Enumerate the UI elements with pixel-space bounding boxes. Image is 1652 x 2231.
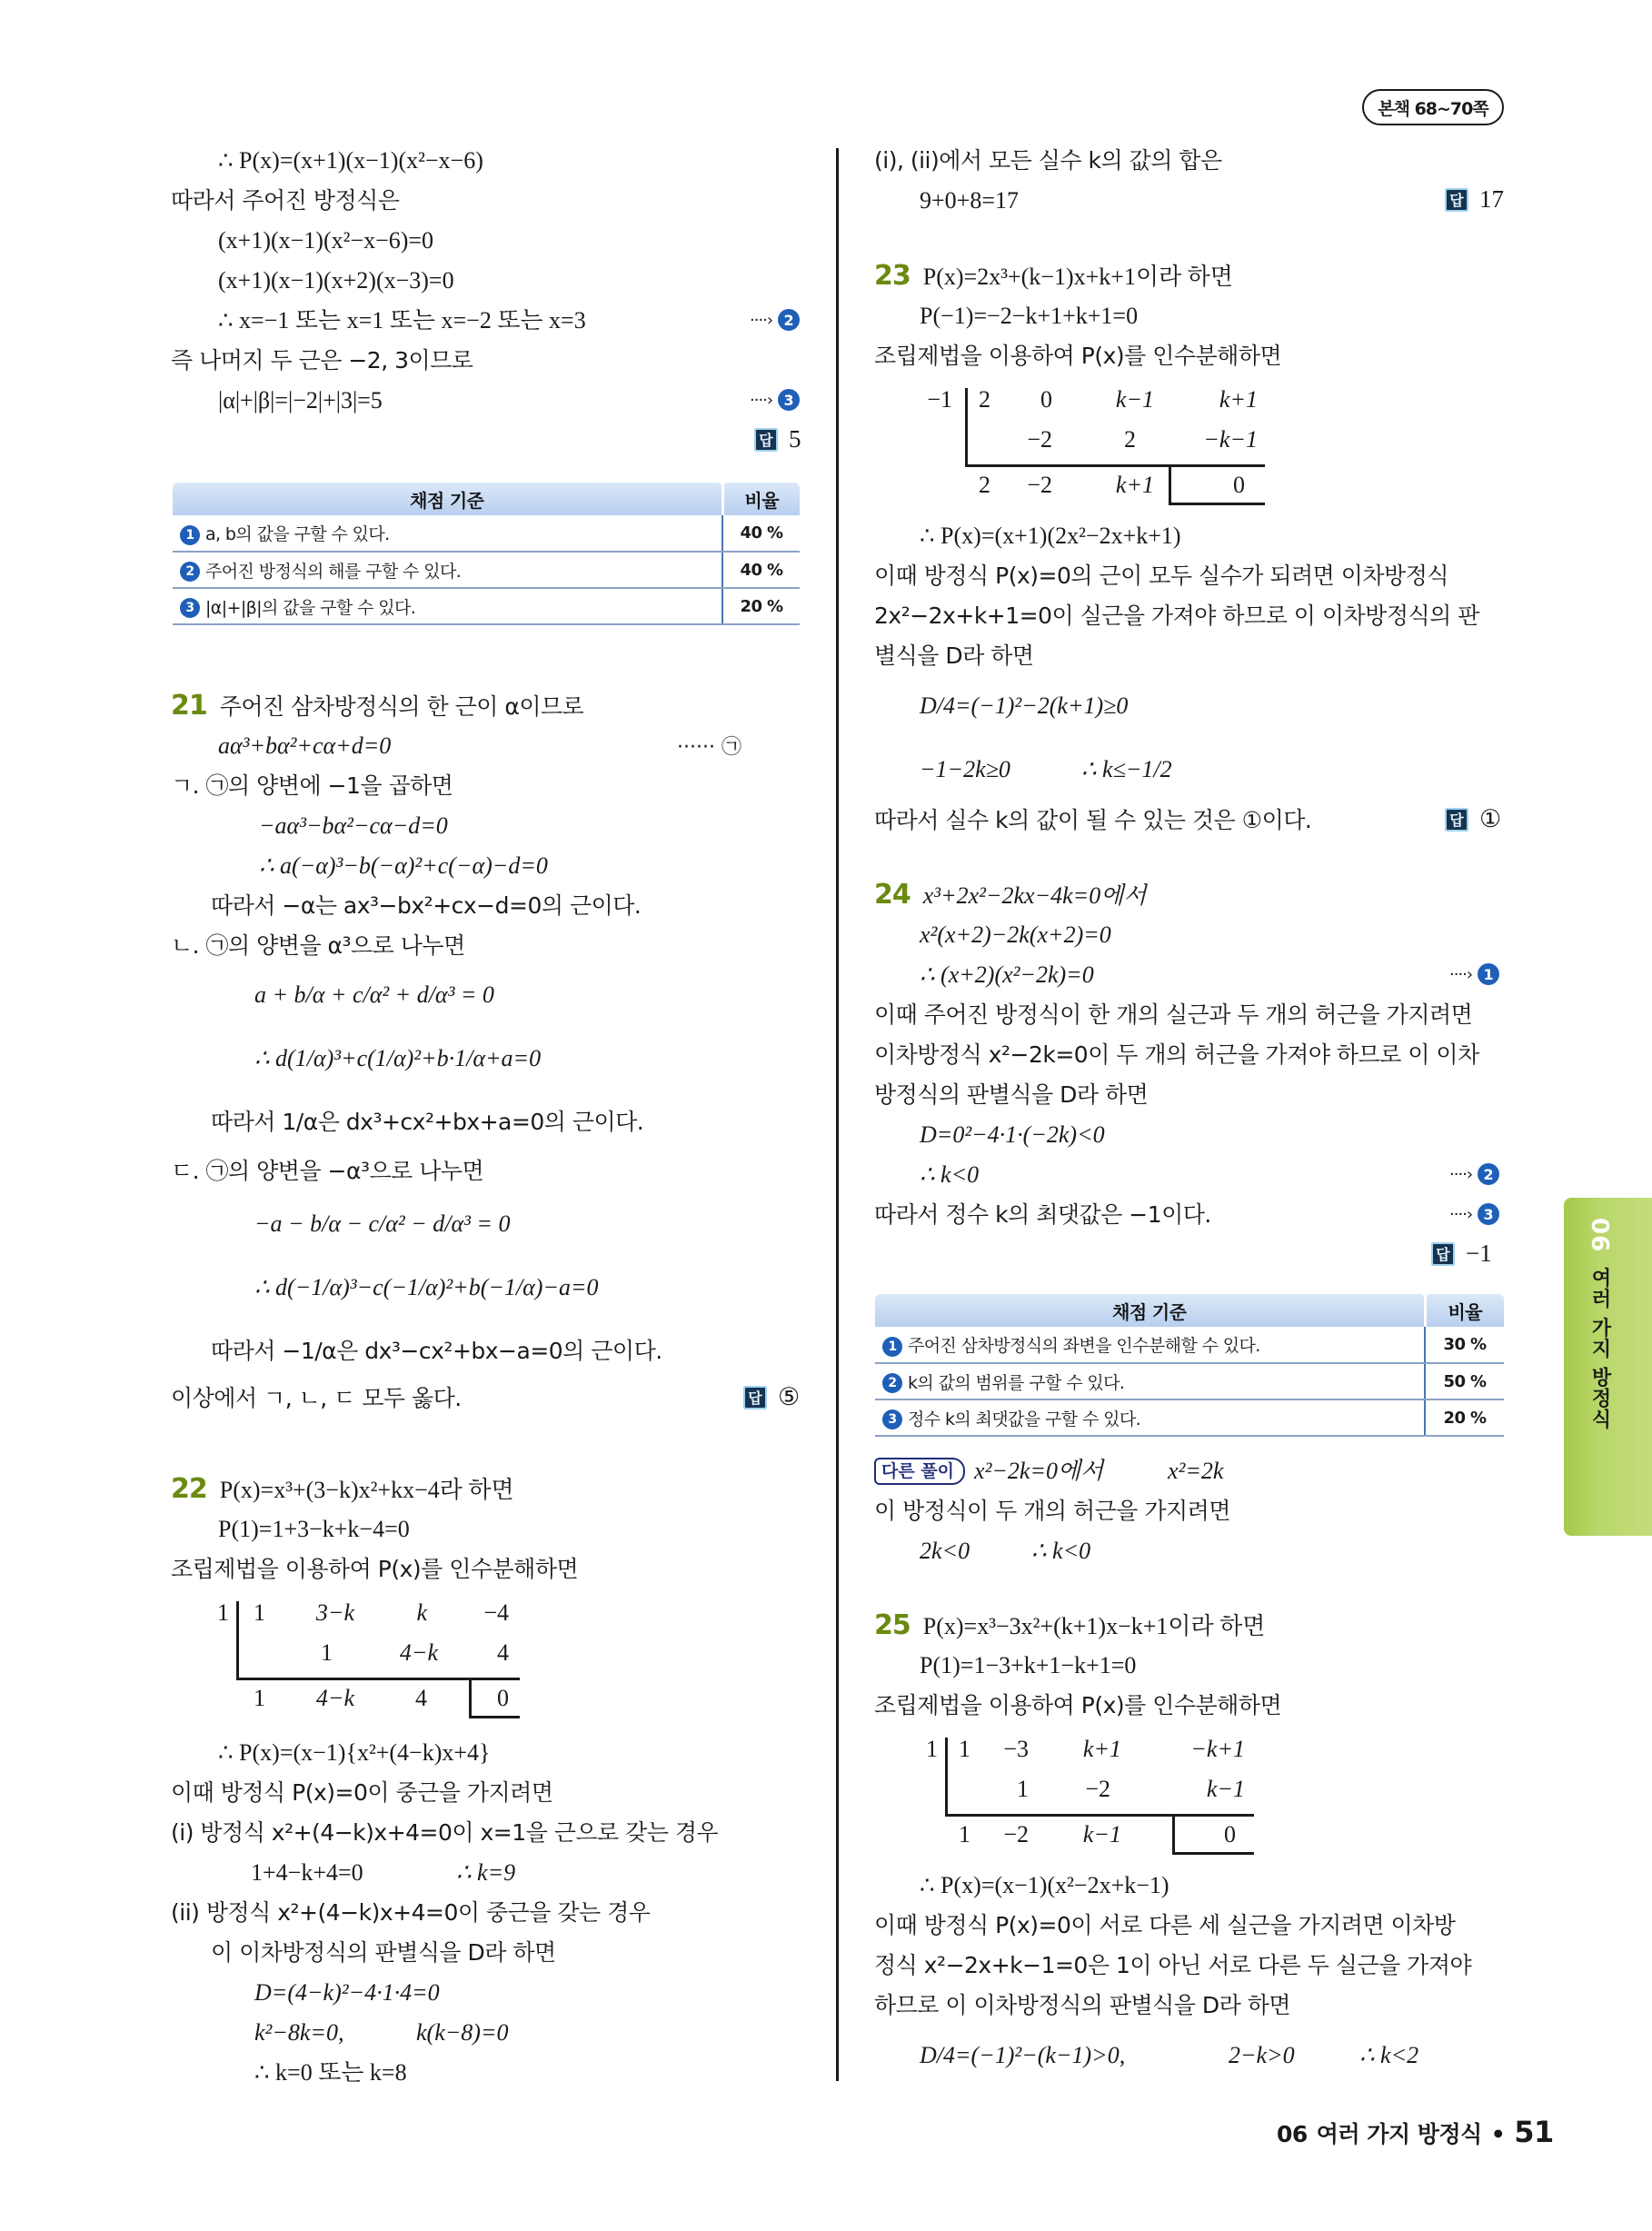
equation-line: D=(4−k)²−4·1·4=0 [254,1979,440,2006]
table-row [173,515,800,552]
division-vertical-bar [236,1601,239,1678]
text-line: 따라서 1/α은 dx³+cx²+bx+a=0의 근이다. [211,1109,644,1135]
text-line: 즉 나머지 두 근은 −2, 3이므로 [171,347,473,373]
text-line: 이 이차방정식의 판별식을 D라 하면 [211,1939,556,1966]
text-line: 따라서 정수 k의 최댓값은 −1이다. [874,1201,1211,1228]
remainder-box-bottom [469,1716,520,1718]
answer-label-icon: 답 [743,1386,767,1409]
answer-label-icon: 답 [1431,1242,1455,1266]
footer-chapter-number: 06 [1277,2121,1308,2147]
problem-number: 21 [171,690,207,722]
text-line: 주어진 삼차방정식의 한 근이 α이므로 [219,693,584,720]
answer-value: −1 [1466,1240,1492,1267]
text-line: 방정식의 판별식을 D라 하면 [874,1081,1149,1108]
coef: 4 [415,1685,427,1711]
ratio-value: 40 % [722,515,800,552]
coef: k+1 [1082,1736,1121,1762]
answer [1445,185,1504,214]
text-line: ㄱ. ㉠의 양변에 −1을 곱하면 [171,772,453,799]
equation-line: x²−2k=0에서 [974,1458,1104,1484]
circled-number-icon: 2 [180,562,200,582]
division-horizontal-bar [965,464,1265,467]
ratio-value: 40 % [722,552,800,588]
equation-line: ∴ P(x)=(x−1){x²+(4−k)x+4} [218,1739,491,1766]
coef: −k−1 [1203,426,1258,453]
criteria-text: k의 값의 범위를 구할 수 있다. [908,1372,1125,1393]
equation-line: ∴ (x+2)(x²−2k)=0 [920,961,1094,988]
coef: k−1 [1115,386,1154,413]
problem-23-heading [874,261,1233,293]
equation-line: ∴ k=0 또는 k=8 [254,2059,407,2086]
coef: −2 [1003,1821,1029,1848]
equation-line: x²(x+2)−2k(x+2)=0 [920,921,1111,948]
equation-line: P(1)=1−3+k+1−k+1=0 [920,1652,1137,1678]
answer-value: ⑤ [778,1383,801,1410]
equation-line: ∴ P(x)=(x−1)(x²−2x+k−1) [920,1872,1169,1898]
text-line: (ii) 방정식 x²+(4−k)x+4=0이 중근을 갖는 경우 [171,1899,651,1926]
coef: 3−k [315,1599,354,1626]
text-line: 이 방정식이 두 개의 허근을 가지려면 [874,1498,1230,1524]
coef: 1 [254,1599,265,1626]
coef: −k+1 [1190,1736,1245,1762]
equation-line: ∴ k<0 [920,1161,980,1188]
equation-line: ∴ k<0 [1031,1538,1091,1564]
text-line: 따라서 실수 k의 값이 될 수 있는 것은 ①이다. [874,807,1312,833]
problem-21-heading [171,691,583,722]
equation-line: D/4=(−1)²−2(k+1)≥0 [920,692,1129,719]
coef: k [416,1599,427,1626]
coef: 0 [1040,386,1052,413]
criteria-text: 주어진 삼차방정식의 좌변을 인수분해할 수 있다. [908,1336,1260,1356]
coef: 4−k [315,1685,354,1711]
equation-line: P(1)=1+3−k+k−4=0 [218,1516,410,1542]
equation-line: 2−k>0 [1229,2042,1295,2068]
equation-line: (x+1)(x−1)(x²−x−6)=0 [218,227,434,254]
table-row [173,552,800,588]
text-line: (i), (ii)에서 모든 실수 k의 값의 합은 [874,147,1222,174]
remainder: 0 [1224,1821,1236,1848]
text-line: 이상에서 ㄱ, ㄴ, ㄷ 모두 옳다. [171,1385,462,1411]
equation-line: k²−8k=0, [254,2019,344,2046]
coef: k+1 [1115,472,1154,498]
synthetic-division [209,1599,536,1727]
remainder-box-left [469,1678,472,1718]
chapter-side-tab [1564,1198,1652,1536]
equation-line: −a − b/α − c/α² − d/α³ = 0 [254,1210,511,1237]
equation-line: ∴ k<2 [1359,2042,1419,2068]
footer-chapter-title: 여러 가지 방정식 [1316,2121,1482,2147]
answer-value: ① [1479,805,1502,832]
text-line: 이차방정식 x²−2k=0이 두 개의 허근을 가져야 하므로 이 이차 [874,1041,1479,1068]
coef: 1 [959,1821,970,1848]
step-marker [750,389,800,411]
text-line: 하므로 이 이차방정식의 판별식을 D라 하면 [874,1992,1291,2018]
circled-number-icon: 2 [778,309,800,331]
equation-line: x²=2k [1168,1458,1224,1484]
circled-number-icon: 1 [1478,963,1499,985]
equation-line: P(x)=x³+(3−k)x²+kx−4라 하면 [219,1477,514,1503]
coef: k−1 [1082,1821,1121,1848]
circled-number-icon: 1 [882,1337,902,1357]
equation-line: ∴ k=9 [456,1859,516,1886]
text-line: 따라서 −α는 ax³−bx²+cx−d=0의 근이다. [211,892,642,919]
coef: k+1 [1219,386,1258,413]
text-line: 2x²−2x+k+1=0이 실근을 가져야 하므로 이 이차방정식의 판 [874,603,1479,629]
text-line: 이때 방정식 P(x)=0이 서로 다른 세 실근을 가지려면 이차방 [874,1912,1456,1938]
ratio-value: 30 % [1425,1327,1504,1363]
equation-line: |α|+|β|=|−2|+|3|=5 [218,387,383,413]
coef: 1 [321,1639,333,1666]
page-footer [1277,2115,1554,2149]
division-vertical-bar [965,388,968,464]
criteria-text: a, b의 값을 구할 수 있다. [205,524,390,544]
coef: −2 [1027,426,1052,453]
remainder: 0 [497,1685,509,1711]
column-divider [836,148,839,2081]
text-line: ㄴ. ㉠의 양변을 α³으로 나누면 [171,932,465,959]
answer [1445,805,1501,833]
answer-label-icon: 답 [1445,188,1468,212]
answer-value: 5 [789,425,801,453]
answer [743,1383,800,1411]
answer [754,425,801,453]
step-marker [1449,1163,1499,1185]
problem-number: 22 [171,1473,207,1505]
equation-line: ∴ P(x)=(x+1)(x−1)(x²−x−6) [218,147,483,174]
remainder-box-bottom [1169,503,1265,505]
text-line: 별식을 D라 하면 [874,642,1034,669]
coef: −3 [1003,1736,1029,1762]
equation-line: P(x)=x³−3x²+(k+1)x−k+1이라 하면 [922,1613,1266,1639]
coef: 2 [1124,426,1136,453]
division-horizontal-bar [236,1678,520,1680]
step-marker [1449,1203,1499,1225]
chapter-tab-label [1586,1218,1614,1429]
coef: 2 [979,472,990,498]
equation-tag: ······ ㉠ [677,736,741,759]
step-arrow-icon: ····› [750,310,773,330]
equation-line: ∴ a(−α)³−b(−α)²+c(−α)−d=0 [259,852,548,879]
problem-24-heading [874,880,1146,911]
chapter-number: 06 [1586,1218,1613,1253]
text-line: 정식 x²−2x+k−1=0은 1이 아닌 서로 다른 두 실근을 가져야 [874,1952,1472,1978]
equation-line: 9+0+8=17 [920,187,1019,214]
remainder-box-left [1169,464,1171,504]
circled-number-icon: 3 [778,389,800,411]
text-line: 따라서 주어진 방정식은 [171,187,400,214]
criteria-header: 채점 기준 [875,1294,1425,1327]
page-reference-badge: 본책 68~70쪽 [1362,89,1504,125]
equation-line: k(k−8)=0 [416,2019,509,2046]
criteria-header: 채점 기준 [173,483,722,515]
table-row [173,588,800,624]
text-line: 이때 방정식 P(x)=0의 근이 모두 실수가 되려면 이차방정식 [874,563,1449,589]
problem-22-heading [171,1474,514,1506]
ratio-header: 비율 [722,483,800,515]
text-line: ㄷ. ㉠의 양변을 −α³으로 나누면 [171,1158,484,1184]
ratio-value: 50 % [1425,1363,1504,1399]
ratio-header: 비율 [1425,1294,1504,1327]
equation-line: (x+1)(x−1)(x+2)(x−3)=0 [218,267,454,294]
equation-line: −aα³−bα²−cα−d=0 [259,812,448,839]
divisor: −1 [927,386,952,413]
equation-line: ∴ k≤−1/2 [1081,756,1172,782]
coef: 1 [254,1685,265,1711]
coef: −4 [483,1599,509,1626]
equation-line: D=0²−4·1·(−2k)<0 [920,1121,1105,1148]
coef: k−1 [1206,1776,1245,1802]
equation-line: a + b/α + c/α² + d/α³ = 0 [254,981,494,1008]
ratio-value: 20 % [1425,1399,1504,1436]
scoring-table [875,1294,1504,1437]
remainder-box-bottom [1172,1852,1254,1855]
equation-line: 2k<0 [920,1538,970,1564]
criteria-text: |α|+|β|의 값을 구할 수 있다. [205,597,416,618]
alt-solution-label: 다른 풀이 [874,1458,965,1485]
text-line: 조립제법을 이용하여 P(x)를 인수분해하면 [171,1556,579,1582]
equation-line: aα³+bα²+cα+d=0 [218,732,392,759]
problem-number: 23 [874,260,911,292]
answer-label-icon: 답 [754,428,778,452]
text-line: 이때 방정식 P(x)=0이 중근을 가지려면 [171,1779,553,1806]
coef: 1 [959,1736,970,1762]
circled-number-icon: 3 [180,598,200,618]
equation-line: 1+4−k+4=0 [251,1859,363,1886]
footer-separator: • [1490,2121,1506,2147]
step-arrow-icon: ····› [1449,1164,1473,1184]
equation-line: P(−1)=−2−k+1+k+1=0 [920,303,1139,329]
equation-line: P(x)=2x³+(k−1)x+k+1이라 하면 [922,264,1233,290]
text-line: 이때 주어진 방정식이 한 개의 실근과 두 개의 허근을 가지려면 [874,1001,1473,1028]
circled-number-icon: 3 [1478,1203,1499,1225]
remainder-box-left [1172,1814,1175,1854]
divisor: 1 [926,1736,938,1762]
text-line: (i) 방정식 x²+(4−k)x+4=0이 x=1을 근으로 갖는 경우 [171,1819,719,1846]
page-number: 51 [1514,2115,1554,2149]
coef: −2 [1027,472,1052,498]
alt-solution-line [874,1456,1103,1487]
step-arrow-icon: ····› [1449,964,1473,984]
equation-line: D/4=(−1)²−(k−1)>0, [920,2042,1126,2068]
step-arrow-icon: ····› [1449,1204,1473,1224]
scoring-table [173,483,800,625]
coef: 4 [497,1639,509,1666]
coef: 2 [979,386,990,413]
equation-line: −1−2k≥0 [920,756,1010,782]
table-row [875,1363,1504,1399]
circled-number-icon: 1 [180,525,200,545]
division-vertical-bar [945,1738,948,1814]
equation-line: ∴ d(1/α)³+c(1/α)²+b·1/α+a=0 [254,1045,542,1071]
equation-line: x³+2x²−2kx−4k=0에서 [922,882,1147,909]
circled-number-icon: 3 [882,1409,902,1429]
text-line: 조립제법을 이용하여 P(x)를 인수분해하면 [874,343,1282,369]
step-marker [750,309,800,331]
answer-label-icon: 답 [1445,808,1468,832]
division-horizontal-bar [945,1814,1254,1817]
table-row [875,1399,1504,1436]
synthetic-division [918,1736,1281,1863]
ratio-value: 20 % [722,588,800,624]
step-marker [1449,963,1499,985]
table-row [875,1327,1504,1363]
problem-25-heading [874,1610,1265,1642]
criteria-text: 주어진 방정식의 해를 구할 수 있다. [205,561,462,582]
circled-number-icon: 2 [1478,1163,1499,1185]
remainder: 0 [1233,472,1245,498]
text-line: 따라서 −1/α은 dx³−cx²+bx−a=0의 근이다. [211,1338,662,1364]
chapter-title: 여러 가지 방정식 [1588,1267,1611,1430]
synthetic-division [918,386,1281,513]
step-arrow-icon: ····› [750,390,773,410]
coef: 4−k [399,1639,438,1666]
problem-number: 25 [874,1609,911,1641]
answer [1431,1240,1492,1268]
divisor: 1 [217,1599,229,1626]
equation-line: ∴ x=−1 또는 x=1 또는 x=−2 또는 x=3 [218,307,586,334]
equation-line: ∴ P(x)=(x+1)(2x²−2x+k+1) [920,523,1181,549]
problem-number: 24 [874,879,911,911]
equation-line: ∴ d(−1/α)³−c(−1/α)²+b(−1/α)−a=0 [254,1274,599,1300]
criteria-text: 정수 k의 최댓값을 구할 수 있다. [908,1409,1141,1429]
coef: −2 [1085,1776,1110,1802]
circled-number-icon: 2 [882,1373,902,1393]
coef: 1 [1017,1776,1029,1802]
answer-value: 17 [1479,185,1504,213]
text-line: 조립제법을 이용하여 P(x)를 인수분해하면 [874,1692,1282,1718]
